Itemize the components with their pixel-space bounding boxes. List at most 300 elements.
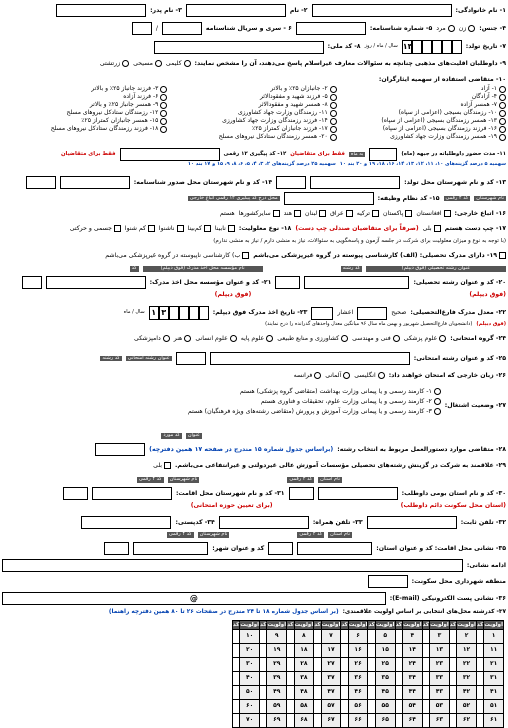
quota-option[interactable] [4,102,167,109]
radio-icon[interactable] [378,372,385,379]
address-city-code[interactable] [104,542,129,555]
issue-code-field[interactable] [26,176,56,189]
priority-code-cell[interactable] [368,672,375,686]
priority-code-cell[interactable] [449,658,456,672]
priority-code-cell[interactable] [449,672,456,686]
field-row [2,276,506,289]
radio-icon[interactable] [499,102,506,109]
priority-code-cell[interactable] [395,714,402,728]
quota-option[interactable] [173,110,336,117]
radio-icon[interactable] [155,60,162,67]
disability-option[interactable] [70,225,121,232]
priority-code-cell[interactable] [314,630,321,644]
checkbox-icon[interactable] [242,252,249,259]
digit-box[interactable] [432,40,442,54]
quota-option[interactable] [173,94,336,101]
priority-code-cell[interactable] [232,700,239,714]
priority-code-cell[interactable] [422,630,429,644]
option-text: فنی و مهندسی [352,335,391,342]
radio-icon[interactable] [122,60,129,67]
disability-option[interactable] [215,225,235,232]
priority-code-cell[interactable] [232,658,239,672]
quota-option[interactable] [4,110,167,117]
phone-field[interactable] [367,516,457,529]
priority-number: ۴۵ [375,686,395,700]
mobile-field[interactable] [219,516,309,529]
quota-option[interactable] [173,102,336,109]
checkbox-icon[interactable] [273,210,280,217]
checkbox-icon[interactable] [499,252,506,259]
digit-box[interactable] [452,40,462,54]
radio-icon[interactable] [330,118,337,125]
foreign-option[interactable] [284,210,301,217]
checkbox-icon[interactable] [164,462,171,469]
disability-note-row [2,238,506,244]
option-text: ۱۹- دارای مدرک تحصیلی: (الف) کارشناسی پیوسته در گروه غیرپزشکی می‌باشم [253,252,497,259]
left-handed-label: ۱۷- چپ دست هستم [444,225,506,232]
exam-group-option[interactable] [352,335,400,342]
priority-code-cell[interactable] [287,714,294,728]
priority-number: ۶۵ [375,714,395,728]
priority-number: ۶۱ [484,714,504,728]
option-text: ۴- آزادگان [471,93,497,101]
radio-icon[interactable] [434,408,441,415]
left-handed-note: (صرفاً برای متقاضیان صندلی چپ دست) [295,225,419,232]
institution-field[interactable] [46,276,146,289]
minority-option-christian[interactable] [133,60,162,67]
priority-code-cell[interactable] [260,700,267,714]
radio-icon[interactable] [314,372,321,379]
priority-number: ۱۳ [430,644,450,658]
priority-code-cell[interactable] [287,700,294,714]
code-header-cell: کد [341,621,348,628]
quota-option[interactable] [173,86,336,93]
priority-number: ۳۳ [430,672,450,686]
radio-icon[interactable] [343,372,350,379]
digit-box[interactable] [412,40,422,54]
priority-code-cell[interactable] [260,630,267,644]
checkbox-icon[interactable] [228,225,235,232]
id-number-field[interactable] [296,22,366,35]
language-option[interactable] [325,372,350,379]
quota-option[interactable] [4,118,167,125]
postal-field[interactable] [81,516,171,529]
priority-number: ۱۵ [375,644,395,658]
exam-field-title[interactable] [210,352,410,365]
serial-field-b[interactable] [132,22,152,35]
checkbox-icon[interactable] [177,225,184,232]
priority-code-cell[interactable] [476,658,483,672]
priority-code-cell[interactable] [449,644,456,658]
checkbox-icon[interactable] [114,225,121,232]
degree-row [2,252,506,259]
quota-option[interactable] [343,102,506,109]
quota-option[interactable] [4,126,167,133]
radio-icon[interactable] [160,110,167,117]
priority-title-row [2,609,506,616]
address-province-field[interactable] [297,542,372,555]
radio-icon[interactable] [160,126,167,133]
priority-code-cell[interactable] [449,686,456,700]
radio-icon[interactable] [330,110,337,117]
priority-code-cell[interactable] [449,630,456,644]
employment-option[interactable] [188,408,441,415]
foreign-option[interactable] [239,210,280,217]
priority-row [232,658,503,672]
radio-icon[interactable] [184,335,191,342]
priority-number: ۱۲ [457,644,477,658]
priority-code-cell[interactable] [232,714,239,728]
option-text: کشاورزی و منابع طبیعی [277,335,340,342]
tracking-code-field[interactable] [120,148,220,161]
address-province-code[interactable] [268,542,293,555]
radio-icon[interactable] [499,94,506,101]
priority-header-row [232,621,503,630]
native-province-note: (استان محل سکونت دائم داوطلب) [400,502,506,509]
code-header-cell: کد [395,621,402,628]
priority-code-cell[interactable] [287,658,294,672]
priority-code-cell[interactable] [422,714,429,728]
priority-code-cell[interactable] [476,686,483,700]
priority-code-cell[interactable] [476,644,483,658]
option-text: جسمی و حرکتی [69,225,112,232]
native-province-code[interactable] [289,487,314,500]
exam-group-label: ۲۴- گروه امتحانی: [450,335,506,342]
checkbox-icon[interactable] [294,210,301,217]
address-cont-field[interactable] [2,559,463,572]
option-text: ۵- فرزند شهید و مفقودالاثر [259,93,328,101]
priority-code-cell[interactable] [232,644,239,658]
quota-option[interactable] [343,86,506,93]
priority-code-cell[interactable] [260,672,267,686]
checkbox-icon[interactable] [148,225,155,232]
option-text: نابینا [214,225,226,232]
radio-icon[interactable] [499,118,506,125]
employment-option[interactable] [188,388,441,395]
priority-code-cell[interactable] [368,658,375,672]
digit-box[interactable] [189,306,199,320]
gpa-dec-field[interactable] [311,307,333,320]
priority-number: ۳۱ [484,672,504,686]
priority-code-cell[interactable] [395,700,402,714]
field-title-field[interactable] [304,276,409,289]
priority-code-cell[interactable] [260,686,267,700]
quota-option[interactable] [4,94,167,101]
disability-option[interactable] [188,225,211,232]
addr-province-caption: نام استان [330,531,350,537]
radio-icon[interactable] [499,126,506,133]
tracking-code-label: ۱۲- کد پیگیری ۱۲ رقمی [223,151,287,158]
radio-icon[interactable] [499,134,506,141]
quota-option[interactable] [173,134,336,141]
exam-group-option[interactable] [195,335,236,342]
gpa-int-field[interactable] [357,307,387,320]
instruction-code-caption: کد مورد [163,432,180,438]
radio-icon[interactable] [330,134,337,141]
native-province-label: ۳۰- کد و نام استان بومی داوطلب: [401,489,506,497]
exam-group-row [2,335,506,342]
minority-option-jewish[interactable] [166,60,191,67]
name-field[interactable] [186,4,286,17]
priority-code-cell[interactable] [314,700,321,714]
priority-code-cell[interactable] [449,714,456,728]
instruction-caption-row [2,433,506,439]
radio-icon[interactable] [160,94,167,101]
institution-code-field[interactable] [22,276,42,289]
priority-code-cell[interactable] [395,686,402,700]
radio-icon[interactable] [393,335,400,342]
quota-option[interactable] [343,126,506,133]
instruction-field[interactable] [95,443,145,456]
priority-number: ۳۵ [375,672,395,686]
birthplace-code-field[interactable] [276,176,306,189]
priority-code-cell[interactable] [395,644,402,658]
priority-code-cell[interactable] [260,714,267,728]
radio-icon[interactable] [266,335,273,342]
priority-code-cell[interactable] [341,672,348,686]
employment-option[interactable] [188,398,441,405]
code-header-cell: کد [368,621,375,628]
residence-city-code[interactable] [63,487,88,500]
radio-icon[interactable] [160,118,167,125]
res-code-caption: کد ۴ رقمی [138,476,162,482]
exam-field-row [2,352,506,365]
digit-box[interactable] [199,306,209,320]
email-field[interactable] [2,592,386,605]
priority-code-cell[interactable] [422,686,429,700]
option-text: انگلیسی [354,372,376,379]
priority-code-cell[interactable] [395,658,402,672]
priority-code-cell[interactable] [449,700,456,714]
issue-place-label: ۱۴- کد و نام شهرستان محل صدور شناسنامه: [133,178,273,186]
priority-code-cell[interactable] [341,700,348,714]
priority-number: ۳۲ [457,672,477,686]
exam-group-option[interactable] [134,335,170,342]
front-duration-label: ۱۱- مدت حضور داوطلبانه در جبهه (ماه) [401,151,506,158]
addr-city-code-caption: کد ۴ رقمی [168,531,192,537]
priority-code-cell[interactable] [422,658,429,672]
priority-code-cell[interactable] [314,714,321,728]
municipality-field[interactable] [368,575,408,588]
name-label: ۲- نام [289,6,308,14]
municipality-label: منطقه شهرداری محل سکونت: [411,577,506,585]
language-option[interactable] [294,372,322,379]
foreign-option[interactable] [383,210,412,217]
priority-header-cell: اولویت [294,621,314,628]
priority-code-cell[interactable] [476,700,483,714]
gpa-label: ۲۲- معدل مدرک فارغ‌التحصیلی: [410,309,506,317]
priority-row [232,700,503,714]
radio-icon[interactable] [160,86,167,93]
priority-code-cell[interactable] [368,700,375,714]
priority-header-cell: اولویت [402,621,422,628]
radio-icon[interactable] [160,102,167,109]
priority-number: ۸ [294,630,314,644]
province-code-caption: کد ۴ رقمی [289,476,313,482]
priority-code-cell[interactable] [287,686,294,700]
priority-code-cell[interactable] [476,630,483,644]
radio-icon[interactable] [330,126,337,133]
quota-option[interactable] [173,126,336,133]
exam-group-option[interactable] [241,335,273,342]
radio-icon[interactable] [330,102,337,109]
quota-option[interactable] [4,86,167,93]
checkbox-icon[interactable] [434,225,441,232]
address-city-field[interactable] [133,542,208,555]
field-sub: (فوق دیپلم) [469,291,506,298]
degree-date-field[interactable] [149,306,209,320]
priority-code-cell[interactable] [341,658,348,672]
priority-code-cell[interactable] [314,644,321,658]
email-label: ۳۶- نشانی پست الکترونیکی (E-mail): [389,594,506,602]
priority-code-cell[interactable] [368,630,375,644]
quota-option[interactable] [173,118,336,125]
priority-code-cell[interactable] [368,644,375,658]
option-text: علوم انسانی [195,335,228,342]
priority-code-cell[interactable] [314,672,321,686]
native-province-field[interactable] [318,487,398,500]
priority-code-cell[interactable] [341,630,348,644]
priority-code-cell[interactable] [260,658,267,672]
digit-box[interactable] [169,306,179,320]
priority-code-cell[interactable] [341,686,348,700]
priority-code-cell[interactable] [260,644,267,658]
left-handed-yes[interactable] [423,225,441,232]
field-code-field[interactable] [275,276,300,289]
radio-icon[interactable] [439,335,446,342]
priority-code-cell[interactable] [368,686,375,700]
priority-code-cell[interactable] [422,700,429,714]
disability-option[interactable] [125,225,155,232]
priority-code-cell[interactable] [476,672,483,686]
family-field[interactable] [312,4,452,17]
radio-icon[interactable] [434,398,441,405]
birthplace-city-field[interactable] [310,176,400,189]
priority-code-cell[interactable] [341,714,348,728]
national-code-field[interactable] [154,41,324,54]
exam-group-option[interactable] [277,335,348,342]
radio-icon[interactable] [499,86,506,93]
priority-code-cell[interactable] [341,644,348,658]
duty-caption: محل درج کد پیگیری ۱۲ رقمی اتباع خارجی [189,194,278,201]
option-text: ۱۲- رزمندگان ستادکل نیروهای مسلح [66,109,159,117]
priority-code-cell[interactable] [287,672,294,686]
front-duration-field[interactable] [369,148,397,161]
serial-field-a[interactable] [162,22,202,35]
digit-box[interactable] [179,306,189,320]
priority-number: ۶۹ [267,714,287,728]
option-text: ترکیه [356,210,371,217]
radio-icon[interactable] [341,335,348,342]
residence-note-row [2,502,506,509]
radio-icon[interactable] [184,60,191,67]
residence-city-field[interactable] [92,487,172,500]
priority-code-cell[interactable] [422,644,429,658]
option-text: کلیمی [165,60,182,67]
digit-box[interactable] [442,40,452,54]
instruction-title-caption: عنوان [187,432,200,438]
checkbox-icon[interactable] [444,210,451,217]
gpa-dec-label: اعشار [337,309,354,317]
radio-icon[interactable] [330,86,337,93]
issue-city-field[interactable] [60,176,130,189]
foreign-option[interactable] [305,210,326,217]
quota-option[interactable] [343,134,506,141]
exam-field-label: ۲۵- کد و عنوان رشته امتحانی: [413,354,506,362]
municipality-row [2,575,506,588]
gender-female-option[interactable] [459,25,476,32]
digit-box[interactable] [422,40,432,54]
disability-option[interactable] [159,225,184,232]
quota-option[interactable] [343,118,506,125]
priority-code-cell[interactable] [395,672,402,686]
priority-code-cell[interactable] [368,714,375,728]
priority-code-cell[interactable] [314,658,321,672]
radio-icon[interactable] [230,335,237,342]
father-field[interactable] [56,4,146,17]
gpa-note-row [2,322,506,328]
foreign-option[interactable] [416,210,450,217]
radio-icon[interactable] [163,335,170,342]
checkbox-icon[interactable] [372,210,379,217]
language-option[interactable] [354,372,384,379]
checkbox-icon[interactable] [319,210,326,217]
address-row [2,542,506,555]
priority-code-cell[interactable] [422,672,429,686]
checkbox-icon[interactable] [405,210,412,217]
quota-option[interactable] [343,94,506,101]
exam-group-option[interactable] [404,335,447,342]
radio-icon[interactable] [499,110,506,117]
priority-number: ۵۲ [457,700,477,714]
checkbox-icon[interactable] [204,225,211,232]
option-text: افغانستان [416,210,442,217]
priority-row [232,672,503,686]
exam-group-option[interactable] [174,335,192,342]
degree-option-a[interactable] [253,252,506,259]
priority-code-cell[interactable] [287,644,294,658]
birth-date-field[interactable] [402,40,462,54]
radio-icon[interactable] [468,25,475,32]
exam-field-code[interactable] [176,352,206,365]
priority-code-cell[interactable] [232,672,239,686]
priority-code-cell[interactable] [232,686,239,700]
residence-row [2,487,506,500]
radio-icon[interactable] [448,25,455,32]
checkbox-icon[interactable] [346,210,353,217]
female-text: زن [458,24,467,32]
minority-option-zoroastrian[interactable] [100,60,129,67]
radio-icon[interactable] [330,94,337,101]
foreign-option[interactable] [357,210,379,217]
addr-city-caption: نام شهرستان [199,531,228,537]
gender-male-option[interactable] [436,25,454,32]
priority-code-cell[interactable] [314,686,321,700]
duty-field[interactable] [284,192,374,205]
nonprofit-yes[interactable] [153,462,171,469]
degree-option-b[interactable] [105,252,249,259]
option-text: ۲۰- همسر رزمندگان ستادکل نیروهای مسلح [218,133,328,141]
priority-number: ۲۱ [484,658,504,672]
priority-code-cell[interactable] [287,630,294,644]
minority-row [2,60,506,67]
priority-code-cell[interactable] [395,630,402,644]
foreign-option[interactable] [330,210,353,217]
priority-code-cell[interactable] [232,630,239,644]
priority-code-cell[interactable] [476,714,483,728]
quota-option[interactable] [343,110,506,117]
radio-icon[interactable] [434,388,441,395]
